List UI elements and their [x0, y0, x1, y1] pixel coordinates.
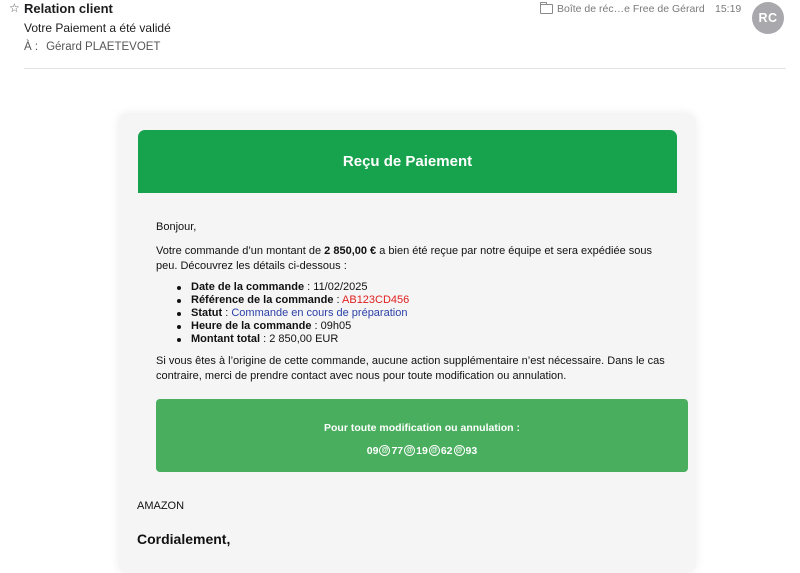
- contact-label: Pour toute modification ou annulation :: [324, 422, 520, 434]
- detail-label: Statut: [191, 307, 223, 319]
- intro-amount: 2 850,00 €: [324, 245, 377, 257]
- email-subject: Votre Paiement a été validé: [24, 21, 171, 35]
- phone-part: 93: [465, 445, 478, 457]
- sender-avatar[interactable]: RC: [752, 2, 784, 34]
- detail-time: [191, 320, 409, 333]
- sender-name[interactable]: Relation client: [24, 1, 113, 16]
- recipient-line: [24, 41, 160, 53]
- mailbox-indicator[interactable]: [540, 3, 705, 15]
- outro-paragraph: Si vous êtes à l’origine de cette commande, aucune action supplémentaire n’est nécessaire. Dans le cas contraire, merci de prendre contact avec nous pour toute modification ou annulation.: [156, 355, 665, 382]
- detail-value: 2 850,00 EUR: [269, 333, 339, 345]
- greeting: Bonjour,: [156, 221, 197, 233]
- detail-value: AB123CD456: [342, 294, 410, 306]
- folder-icon: [540, 4, 553, 14]
- phone-separator: @: [454, 445, 465, 456]
- phone-part: 19: [416, 445, 428, 457]
- detail-status: [191, 307, 409, 320]
- detail-reference: [191, 294, 409, 307]
- detail-value: 11/02/2025: [313, 281, 368, 293]
- header-divider: [24, 68, 786, 69]
- signoff-company: AMAZON: [137, 500, 185, 512]
- detail-value: Commande en cours de préparation: [231, 307, 408, 319]
- detail-value: 09h05: [320, 320, 352, 332]
- detail-separator: :: [333, 294, 343, 306]
- intro-text-end: a bien été reçue par notre équipe et sera expédiée sous peu. Découvrez les détails ci-dessous :: [156, 245, 652, 272]
- detail-separator: :: [222, 307, 232, 319]
- detail-separator: :: [304, 281, 314, 293]
- detail-label: Référence de la commande: [191, 294, 334, 306]
- detail-label: Date de la commande: [191, 281, 305, 293]
- phone-part: 62: [440, 445, 453, 457]
- phone-separator: @: [429, 445, 440, 456]
- phone-separator: @: [379, 445, 390, 456]
- detail-label: Heure de la commande: [191, 320, 312, 332]
- to-label: À :: [24, 41, 39, 53]
- phone-part: 09: [366, 445, 379, 457]
- receipt-banner: Reçu de Paiement: [138, 130, 677, 193]
- detail-total: [191, 333, 409, 346]
- intro-paragraph: [156, 244, 666, 274]
- detail-separator: :: [260, 333, 270, 345]
- mailbox-name: Boîte de réc…e Free de Gérard: [557, 3, 705, 15]
- intro-text-start: Votre commande d’un montant de: [156, 245, 325, 257]
- order-details-list: [176, 281, 409, 346]
- contact-box: [156, 399, 688, 472]
- phone-separator: @: [404, 445, 415, 456]
- closing-line: Cordialement,: [137, 531, 231, 547]
- detail-date: [191, 281, 409, 294]
- phone-part: 77: [391, 445, 404, 457]
- contact-phone[interactable]: [156, 445, 688, 457]
- detail-label: Montant total: [191, 333, 261, 345]
- star-icon[interactable]: ☆: [9, 1, 20, 15]
- detail-separator: :: [311, 320, 321, 332]
- recipient-name[interactable]: Gérard PLAETEVOET: [46, 41, 161, 53]
- received-time: 15:19: [715, 3, 742, 15]
